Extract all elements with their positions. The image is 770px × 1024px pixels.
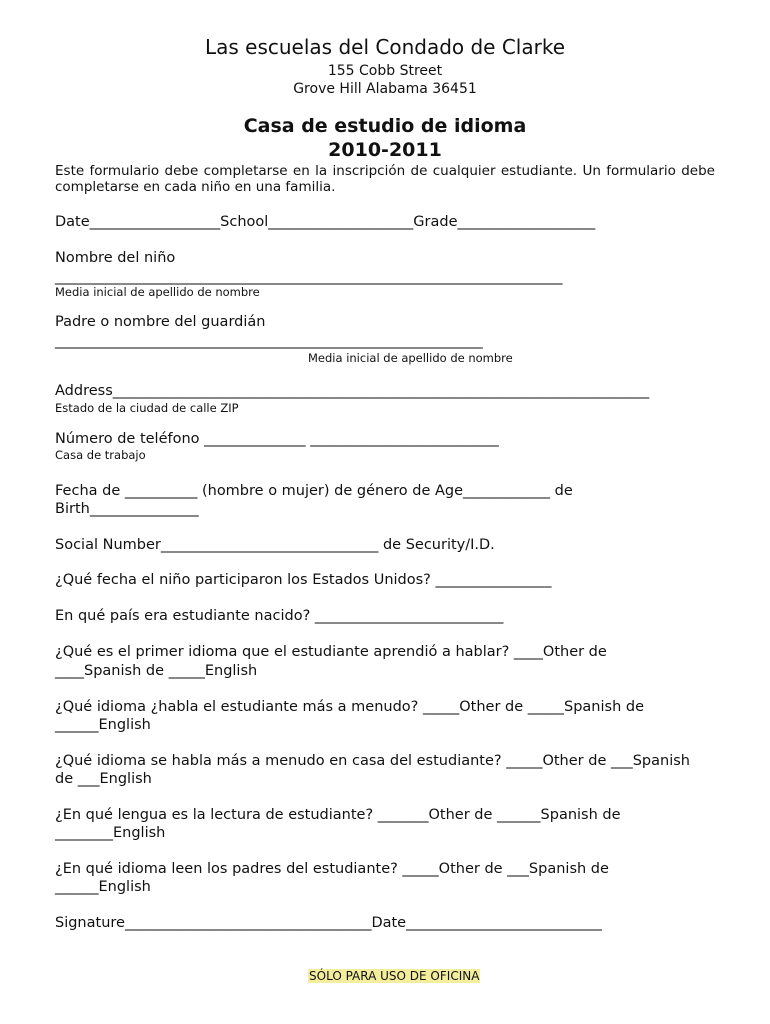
us-entry-date-field[interactable]: ¿Qué fecha el niño participaron los Estados Unidos? ________________ <box>55 572 552 588</box>
signature-date-field[interactable]: Signature__________________________________Date___________________________ <box>55 915 602 931</box>
home-language-options[interactable]: de ___English <box>55 771 152 787</box>
parents-reading-language-question[interactable]: ¿En qué idioma leen los padres del estudiante? _____Other de ___Spanish de <box>55 861 609 877</box>
parent-name-hint: Media inicial de apellido de nombre <box>308 351 513 365</box>
first-language-options[interactable]: ____Spanish de _____English <box>55 663 258 679</box>
child-name-line[interactable]: ______________________________________________________________________ <box>55 269 563 285</box>
date-school-grade-field[interactable]: Date__________________School____________________Grade___________________ <box>55 214 596 230</box>
school-name: Las escuelas del Condado de Clarke <box>204 35 566 59</box>
office-use-label: SÓLO PARA USO DE OFICINA <box>309 969 480 983</box>
birth-country-field[interactable]: En qué país era estudiante nacido? __________________________ <box>55 608 504 624</box>
child-name-hint: Media inicial de apellido de nombre <box>55 285 260 299</box>
home-language-question[interactable]: ¿Qué idioma se habla más a menudo en casa del estudiante? _____Other de ___Spanish <box>55 753 690 769</box>
intro-text: Este formulario debe completarse en la inscripción de cualquier estudiante. Un formulario debe completarse en cada niño en una familia. <box>55 163 715 195</box>
reading-language-question[interactable]: ¿En qué lengua es la lectura de estudiante? _______Other de ______Spanish de <box>55 807 621 823</box>
reading-language-options[interactable]: ________English <box>55 825 166 841</box>
first-language-question[interactable]: ¿Qué es el primer idioma que el estudiante aprendió a hablar? ____Other de <box>55 644 607 660</box>
form-title: Casa de estudio de idioma <box>243 115 527 137</box>
child-name-label: Nombre del niño <box>55 250 176 266</box>
street-address: 155 Cobb Street <box>327 63 443 79</box>
parents-reading-language-options[interactable]: ______English <box>55 879 151 895</box>
address-field[interactable]: Address__________________________________________________________________________ <box>55 383 650 399</box>
parent-name-line[interactable]: ___________________________________________________________ <box>55 333 483 349</box>
office-use-label-row <box>0 949 770 1003</box>
phone-field[interactable]: Número de teléfono ______________ __________________________ <box>55 431 499 447</box>
most-spoken-language-options[interactable]: ______English <box>55 717 151 733</box>
social-security-field[interactable]: Social Number______________________________ de Security/I.D. <box>55 537 495 553</box>
birth-gender-age-field[interactable]: Fecha de __________ (hombre o mujer) de género de Age____________ de <box>55 483 573 499</box>
parent-name-label: Padre o nombre del guardián <box>55 314 266 330</box>
city-address: Grove Hill Alabama 36451 <box>293 81 477 97</box>
phone-hint: Casa de trabajo <box>55 448 146 462</box>
most-spoken-language-question[interactable]: ¿Qué idioma ¿habla el estudiante más a menudo? _____Other de _____Spanish de <box>55 699 644 715</box>
address-hint: Estado de la ciudad de calle ZIP <box>55 401 239 415</box>
form-year: 2010-2011 <box>328 139 442 161</box>
birth-field-cont[interactable]: Birth_______________ <box>55 501 199 517</box>
